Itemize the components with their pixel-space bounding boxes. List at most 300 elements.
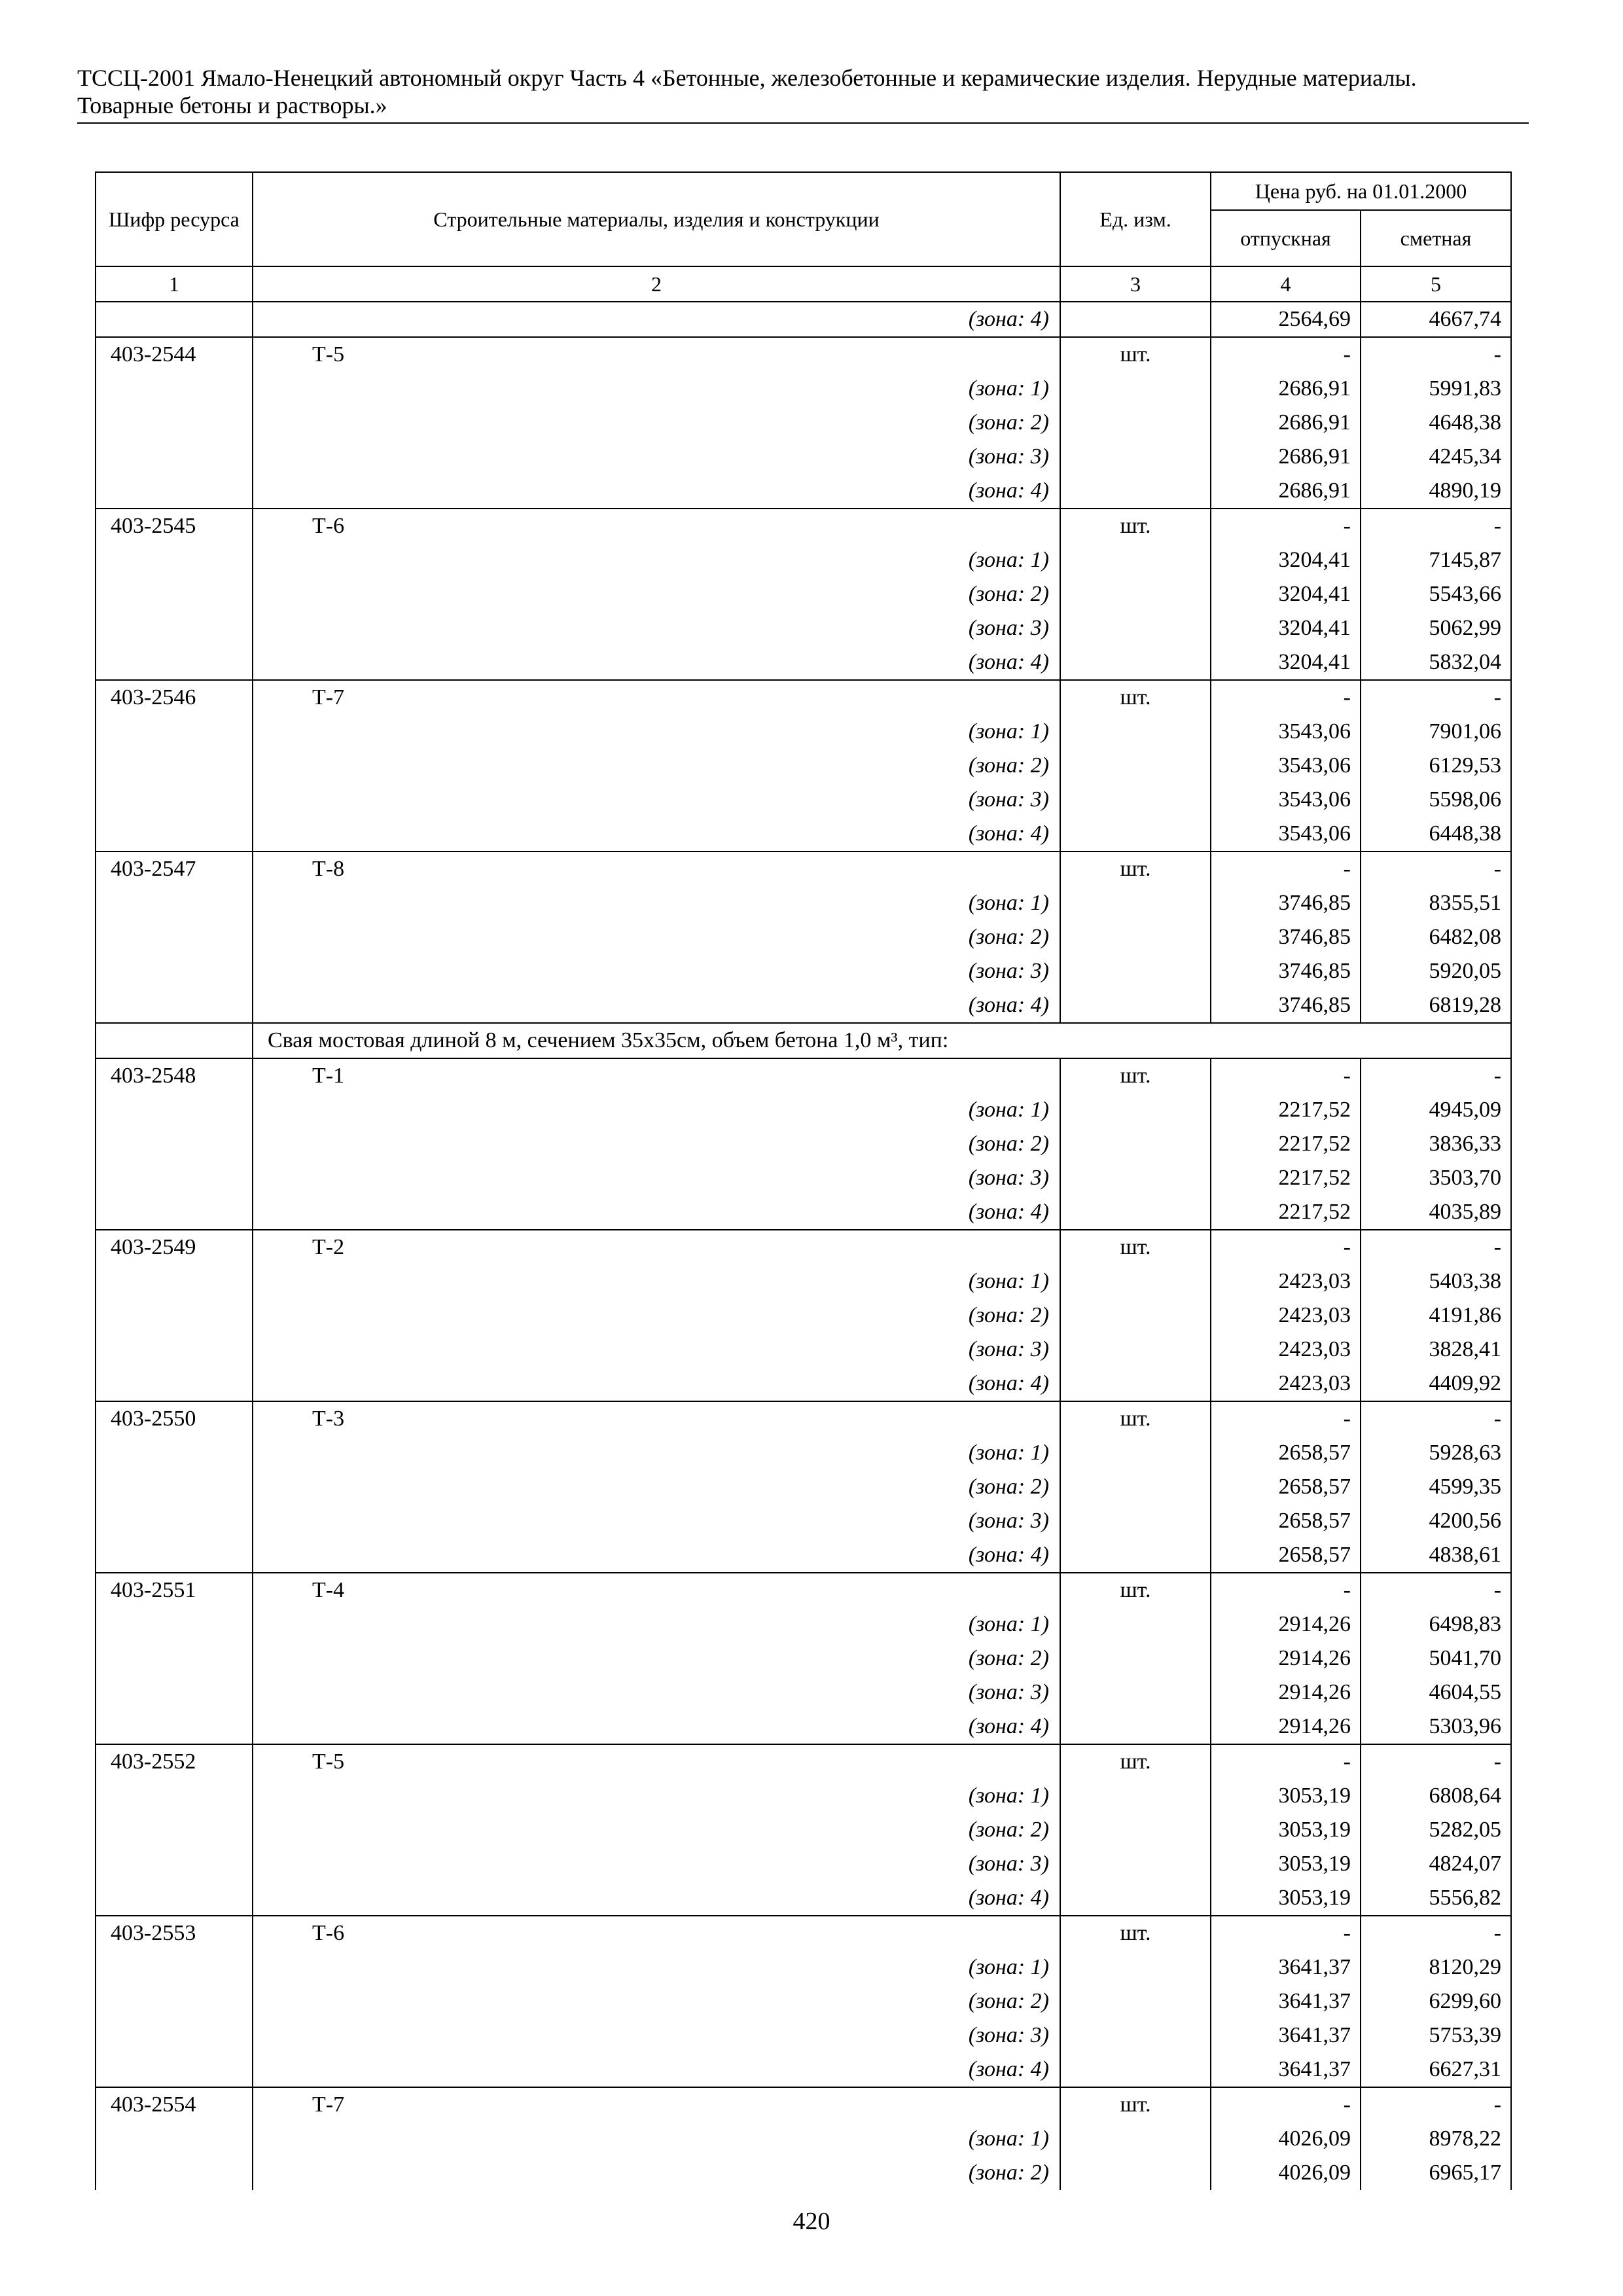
release-price: 2686,91 <box>1211 440 1361 474</box>
section-title-row <box>96 1023 1511 1058</box>
zone-row <box>96 1436 1511 1470</box>
code-cell <box>96 783 253 817</box>
resource-row <box>96 1230 1511 1265</box>
zone-row <box>96 1093 1511 1127</box>
release-price: 2423,03 <box>1211 1333 1361 1367</box>
resource-name: Т-6 <box>253 509 1060 543</box>
resource-name: Т-3 <box>253 1401 1060 1436</box>
unit-cell <box>1060 1195 1211 1230</box>
resource-code: 403-2553 <box>96 1916 253 1950</box>
zone-row <box>96 1847 1511 1881</box>
zone-row <box>96 1161 1511 1195</box>
code-cell <box>96 1984 253 2018</box>
release-price: 2686,91 <box>1211 372 1361 406</box>
release-price: 3204,41 <box>1211 577 1361 611</box>
resource-name: Т-1 <box>253 1058 1060 1093</box>
resource-row <box>96 1058 1511 1093</box>
unit-cell <box>1060 474 1211 509</box>
zone-label: (зона: 1) <box>253 2122 1060 2156</box>
estimate-price: 4945,09 <box>1361 1093 1511 1127</box>
release-price: 2658,57 <box>1211 1436 1361 1470</box>
zone-label: (зона: 2) <box>253 1470 1060 1504</box>
release-price: - <box>1211 509 1361 543</box>
resource-code: 403-2551 <box>96 1573 253 1607</box>
zone-row <box>96 1950 1511 1984</box>
estimate-price: 4838,61 <box>1361 1538 1511 1573</box>
col-number-1: 1 <box>96 266 253 302</box>
estimate-price: - <box>1361 337 1511 372</box>
release-price: - <box>1211 1916 1361 1950</box>
zone-label: (зона: 1) <box>253 543 1060 577</box>
release-price: 3204,41 <box>1211 611 1361 645</box>
price-table <box>95 171 1512 2190</box>
resource-name: Т-7 <box>253 2087 1060 2122</box>
release-price: 3746,85 <box>1211 988 1361 1023</box>
unit-cell <box>1060 1367 1211 1401</box>
unit-cell <box>1060 920 1211 954</box>
release-price: 3641,37 <box>1211 1984 1361 2018</box>
unit-cell <box>1060 1299 1211 1333</box>
unit-cell <box>1060 715 1211 749</box>
code-cell <box>96 886 253 920</box>
unit-cell <box>1060 1265 1211 1299</box>
zone-row <box>96 1641 1511 1676</box>
resource-code: 403-2546 <box>96 680 253 715</box>
unit-cell <box>1060 645 1211 680</box>
release-price: - <box>1211 1573 1361 1607</box>
zone-row <box>96 474 1511 509</box>
section-title: Свая мостовая длиной 8 м, сечением 35х35см, объем бетона 1,0 м³, тип: <box>253 1023 1511 1058</box>
release-price: - <box>1211 852 1361 886</box>
release-price: 2217,52 <box>1211 1195 1361 1230</box>
zone-row <box>96 988 1511 1023</box>
estimate-price: 5928,63 <box>1361 1436 1511 1470</box>
col-header-price: Цена руб. на 01.01.2000 <box>1211 172 1511 210</box>
code-cell <box>96 1195 253 1230</box>
continuation-row <box>96 302 1511 337</box>
resource-code: 403-2550 <box>96 1401 253 1436</box>
estimate-price: 7901,06 <box>1361 715 1511 749</box>
estimate-price: 4035,89 <box>1361 1195 1511 1230</box>
zone-label: (зона: 3) <box>253 1847 1060 1881</box>
estimate-price: 6129,53 <box>1361 749 1511 783</box>
code-cell <box>96 1470 253 1504</box>
zone-row <box>96 2156 1511 2190</box>
zone-row <box>96 440 1511 474</box>
zone-label: (зона: 1) <box>253 715 1060 749</box>
zone-row <box>96 1984 1511 2018</box>
unit-cell <box>1060 406 1211 440</box>
code-cell <box>96 1504 253 1538</box>
zone-row <box>96 715 1511 749</box>
zone-row <box>96 817 1511 852</box>
estimate-price: 4599,35 <box>1361 1470 1511 1504</box>
zone-label: (зона: 4) <box>253 1881 1060 1916</box>
unit-cell <box>1060 611 1211 645</box>
release-price: 3641,37 <box>1211 2053 1361 2087</box>
unit-cell <box>1060 1333 1211 1367</box>
zone-label: (зона: 2) <box>253 2156 1060 2190</box>
estimate-price: 5832,04 <box>1361 645 1511 680</box>
unit-cell <box>1060 2122 1211 2156</box>
code-cell <box>96 372 253 406</box>
zone-label: (зона: 4) <box>253 645 1060 680</box>
estimate-price: 6482,08 <box>1361 920 1511 954</box>
resource-name: Т-6 <box>253 1916 1060 1950</box>
estimate-price: - <box>1361 1230 1511 1265</box>
col-header-estimate: сметная <box>1361 210 1511 266</box>
code-cell <box>96 302 253 337</box>
zone-label: (зона: 3) <box>253 954 1060 988</box>
zone-row <box>96 2018 1511 2053</box>
zone-row <box>96 1127 1511 1161</box>
code-cell <box>96 1436 253 1470</box>
zone-label: (зона: 3) <box>253 1676 1060 1710</box>
unit-cell <box>1060 2018 1211 2053</box>
header-line-1: ТССЦ-2001 Ямало-Ненецкий автономный округ Часть 4 «Бетонные, железобетонные и керамические изделия. Нерудные материалы. <box>77 65 1417 91</box>
zone-label: (зона: 1) <box>253 1779 1060 1813</box>
release-price: 2686,91 <box>1211 474 1361 509</box>
zone-label: (зона: 1) <box>253 886 1060 920</box>
release-price: - <box>1211 1058 1361 1093</box>
estimate-price: 8355,51 <box>1361 886 1511 920</box>
zone-row <box>96 1779 1511 1813</box>
estimate-price: 4890,19 <box>1361 474 1511 509</box>
unit-cell <box>1060 543 1211 577</box>
code-cell <box>96 2018 253 2053</box>
release-price: 2914,26 <box>1211 1676 1361 1710</box>
release-price: 2423,03 <box>1211 1265 1361 1299</box>
zone-row <box>96 1538 1511 1573</box>
code-cell <box>96 1607 253 1641</box>
code-cell <box>96 715 253 749</box>
zone-label: (зона: 3) <box>253 1504 1060 1538</box>
estimate-price: 5041,70 <box>1361 1641 1511 1676</box>
zone-label: (зона: 3) <box>253 611 1060 645</box>
release-price: 2423,03 <box>1211 1367 1361 1401</box>
unit-cell <box>1060 1676 1211 1710</box>
resource-code: 403-2548 <box>96 1058 253 1093</box>
page-number: 420 <box>793 2208 830 2235</box>
unit-cell <box>1060 1779 1211 1813</box>
release-price: 3543,06 <box>1211 749 1361 783</box>
unit-cell <box>1060 577 1211 611</box>
release-price: 2658,57 <box>1211 1504 1361 1538</box>
zone-label: (зона: 4) <box>253 1538 1060 1573</box>
resource-name: Т-5 <box>253 337 1060 372</box>
zone-label: (зона: 1) <box>253 1607 1060 1641</box>
zone-row <box>96 886 1511 920</box>
unit-cell <box>1060 302 1211 337</box>
unit-cell: шт. <box>1060 1058 1211 1093</box>
release-price: 3543,06 <box>1211 715 1361 749</box>
release-price: 3641,37 <box>1211 2018 1361 2053</box>
release-price: 3204,41 <box>1211 543 1361 577</box>
unit-cell <box>1060 886 1211 920</box>
estimate-price: 5920,05 <box>1361 954 1511 988</box>
unit-cell <box>1060 1950 1211 1984</box>
estimate-price: 6448,38 <box>1361 817 1511 852</box>
estimate-price: 3836,33 <box>1361 1127 1511 1161</box>
code-cell <box>96 1023 253 1058</box>
unit-cell <box>1060 1813 1211 1847</box>
zone-row <box>96 1470 1511 1504</box>
unit-cell <box>1060 372 1211 406</box>
resource-name: Т-5 <box>253 1744 1060 1779</box>
release-price: 4026,09 <box>1211 2122 1361 2156</box>
zone-label: (зона: 3) <box>253 2018 1060 2053</box>
header-line-2: Товарные бетоны и растворы.» <box>77 92 387 118</box>
page-header <box>77 64 1530 119</box>
unit-cell <box>1060 749 1211 783</box>
zone-label: (зона: 3) <box>253 440 1060 474</box>
release-price: 3746,85 <box>1211 920 1361 954</box>
zone-row <box>96 1265 1511 1299</box>
estimate-price: - <box>1361 1744 1511 1779</box>
table-header <box>96 172 1511 302</box>
code-cell <box>96 406 253 440</box>
zone-row <box>96 372 1511 406</box>
estimate-price: 3828,41 <box>1361 1333 1511 1367</box>
estimate-price: 7145,87 <box>1361 543 1511 577</box>
resource-row <box>96 337 1511 372</box>
unit-cell: шт. <box>1060 2087 1211 2122</box>
code-cell <box>96 474 253 509</box>
code-cell <box>96 1093 253 1127</box>
zone-label: (зона: 4) <box>253 1367 1060 1401</box>
unit-cell: шт. <box>1060 1573 1211 1607</box>
estimate-price: 4409,92 <box>1361 1367 1511 1401</box>
estimate-price: 4245,34 <box>1361 440 1511 474</box>
zone-label: (зона: 2) <box>253 1641 1060 1676</box>
zone-label: (зона: 1) <box>253 1436 1060 1470</box>
unit-cell: шт. <box>1060 1230 1211 1265</box>
zone-label: (зона: 3) <box>253 1161 1060 1195</box>
code-cell <box>96 1779 253 1813</box>
estimate-price: 5991,83 <box>1361 372 1511 406</box>
release-price: 2217,52 <box>1211 1093 1361 1127</box>
release-price: 2914,26 <box>1211 1641 1361 1676</box>
unit-cell <box>1060 1607 1211 1641</box>
code-cell <box>96 920 253 954</box>
zone-label: (зона: 2) <box>253 1299 1060 1333</box>
code-cell <box>96 1950 253 1984</box>
zone-label: (зона: 1) <box>253 372 1060 406</box>
unit-cell <box>1060 2156 1211 2190</box>
release-price: 2658,57 <box>1211 1470 1361 1504</box>
unit-cell <box>1060 954 1211 988</box>
code-cell <box>96 1265 253 1299</box>
col-number-5: 5 <box>1361 266 1511 302</box>
estimate-price: 4200,56 <box>1361 1504 1511 1538</box>
zone-label: (зона: 3) <box>253 1333 1060 1367</box>
release-price: 2217,52 <box>1211 1127 1361 1161</box>
code-cell <box>96 1367 253 1401</box>
col-header-release: отпускная <box>1211 210 1361 266</box>
resource-code: 403-2547 <box>96 852 253 886</box>
code-cell <box>96 1710 253 1744</box>
release-price: 3053,19 <box>1211 1779 1361 1813</box>
release-price: - <box>1211 1230 1361 1265</box>
estimate-price: 8978,22 <box>1361 2122 1511 2156</box>
code-cell <box>96 817 253 852</box>
unit-cell: шт. <box>1060 852 1211 886</box>
zone-row <box>96 1676 1511 1710</box>
zone-row <box>96 1299 1511 1333</box>
code-cell <box>96 1333 253 1367</box>
code-cell <box>96 1161 253 1195</box>
code-cell <box>96 1127 253 1161</box>
release-price: 3543,06 <box>1211 783 1361 817</box>
unit-cell: шт. <box>1060 680 1211 715</box>
zone-label: (зона: 4) <box>253 1710 1060 1744</box>
code-cell <box>96 1813 253 1847</box>
release-price: 2564,69 <box>1211 302 1361 337</box>
zone-label: (зона: 4) <box>253 474 1060 509</box>
estimate-price: 5403,38 <box>1361 1265 1511 1299</box>
resource-row <box>96 1916 1511 1950</box>
resource-row <box>96 1744 1511 1779</box>
col-header-code: Шифр ресурса <box>96 172 253 266</box>
zone-label: (зона: 2) <box>253 920 1060 954</box>
resource-row <box>96 1573 1511 1607</box>
zone-label: (зона: 3) <box>253 783 1060 817</box>
release-price: 4026,09 <box>1211 2156 1361 2190</box>
zone-label: (зона: 4) <box>253 1195 1060 1230</box>
code-cell <box>96 645 253 680</box>
zone-label: (зона: 2) <box>253 406 1060 440</box>
table-body <box>96 302 1511 2190</box>
col-number-3: 3 <box>1060 266 1211 302</box>
zone-label: (зона: 4) <box>253 817 1060 852</box>
col-header-unit: Ед. изм. <box>1060 172 1211 266</box>
estimate-price: 6498,83 <box>1361 1607 1511 1641</box>
estimate-price: - <box>1361 1916 1511 1950</box>
release-price: 3053,19 <box>1211 1881 1361 1916</box>
resource-code: 403-2552 <box>96 1744 253 1779</box>
zone-row <box>96 1813 1511 1847</box>
zone-label: (зона: 4) <box>253 302 1060 337</box>
resource-name: Т-4 <box>253 1573 1060 1607</box>
code-cell <box>96 2122 253 2156</box>
code-cell <box>96 1299 253 1333</box>
zone-label: (зона: 4) <box>253 988 1060 1023</box>
estimate-price: 6299,60 <box>1361 1984 1511 2018</box>
unit-cell <box>1060 1538 1211 1573</box>
estimate-price: 5303,96 <box>1361 1710 1511 1744</box>
release-price: 2686,91 <box>1211 406 1361 440</box>
resource-code: 403-2545 <box>96 509 253 543</box>
release-price: - <box>1211 2087 1361 2122</box>
estimate-price: - <box>1361 509 1511 543</box>
resource-name: Т-2 <box>253 1230 1060 1265</box>
col-number-2: 2 <box>253 266 1060 302</box>
unit-cell <box>1060 1127 1211 1161</box>
unit-cell <box>1060 1161 1211 1195</box>
code-cell <box>96 543 253 577</box>
zone-label: (зона: 4) <box>253 2053 1060 2087</box>
estimate-price: - <box>1361 680 1511 715</box>
unit-cell <box>1060 817 1211 852</box>
zone-row <box>96 1710 1511 1744</box>
estimate-price: 6627,31 <box>1361 2053 1511 2087</box>
zone-row <box>96 577 1511 611</box>
estimate-price: 4824,07 <box>1361 1847 1511 1881</box>
estimate-price: 6819,28 <box>1361 988 1511 1023</box>
zone-label: (зона: 1) <box>253 1950 1060 1984</box>
code-cell <box>96 2053 253 2087</box>
code-cell <box>96 1676 253 1710</box>
resource-row <box>96 1401 1511 1436</box>
zone-row <box>96 2122 1511 2156</box>
zone-row <box>96 543 1511 577</box>
zone-row <box>96 1333 1511 1367</box>
zone-label: (зона: 2) <box>253 1813 1060 1847</box>
zone-label: (зона: 2) <box>253 577 1060 611</box>
resource-row <box>96 680 1511 715</box>
unit-cell <box>1060 1470 1211 1504</box>
zone-row <box>96 611 1511 645</box>
unit-cell <box>1060 1710 1211 1744</box>
code-cell <box>96 988 253 1023</box>
estimate-price: 5753,39 <box>1361 2018 1511 2053</box>
release-price: - <box>1211 680 1361 715</box>
zone-row <box>96 749 1511 783</box>
code-cell <box>96 749 253 783</box>
code-cell <box>96 611 253 645</box>
release-price: - <box>1211 1401 1361 1436</box>
release-price: - <box>1211 337 1361 372</box>
estimate-price: 5282,05 <box>1361 1813 1511 1847</box>
zone-row <box>96 920 1511 954</box>
code-cell <box>96 1641 253 1676</box>
code-cell <box>96 1538 253 1573</box>
code-cell <box>96 2156 253 2190</box>
estimate-price: 5543,66 <box>1361 577 1511 611</box>
estimate-price: - <box>1361 1058 1511 1093</box>
resource-name: Т-7 <box>253 680 1060 715</box>
release-price: 3204,41 <box>1211 645 1361 680</box>
col-number-4: 4 <box>1211 266 1361 302</box>
zone-row <box>96 2053 1511 2087</box>
zone-label: (зона: 1) <box>253 1093 1060 1127</box>
estimate-price: 5598,06 <box>1361 783 1511 817</box>
unit-cell <box>1060 1093 1211 1127</box>
unit-cell: шт. <box>1060 1744 1211 1779</box>
estimate-price: - <box>1361 1573 1511 1607</box>
zone-row <box>96 1881 1511 1916</box>
estimate-price: 4191,86 <box>1361 1299 1511 1333</box>
release-price: 2217,52 <box>1211 1161 1361 1195</box>
zone-row <box>96 1367 1511 1401</box>
estimate-price: - <box>1361 2087 1511 2122</box>
zone-row <box>96 645 1511 680</box>
unit-cell: шт. <box>1060 509 1211 543</box>
code-cell <box>96 1847 253 1881</box>
estimate-price: - <box>1361 852 1511 886</box>
resource-row <box>96 509 1511 543</box>
release-price: 3641,37 <box>1211 1950 1361 1984</box>
estimate-price: 4667,74 <box>1361 302 1511 337</box>
release-price: 3543,06 <box>1211 817 1361 852</box>
resource-row <box>96 2087 1511 2122</box>
unit-cell <box>1060 783 1211 817</box>
release-price: - <box>1211 1744 1361 1779</box>
release-price: 2914,26 <box>1211 1607 1361 1641</box>
estimate-price: 4604,55 <box>1361 1676 1511 1710</box>
release-price: 3746,85 <box>1211 886 1361 920</box>
resource-code: 403-2549 <box>96 1230 253 1265</box>
